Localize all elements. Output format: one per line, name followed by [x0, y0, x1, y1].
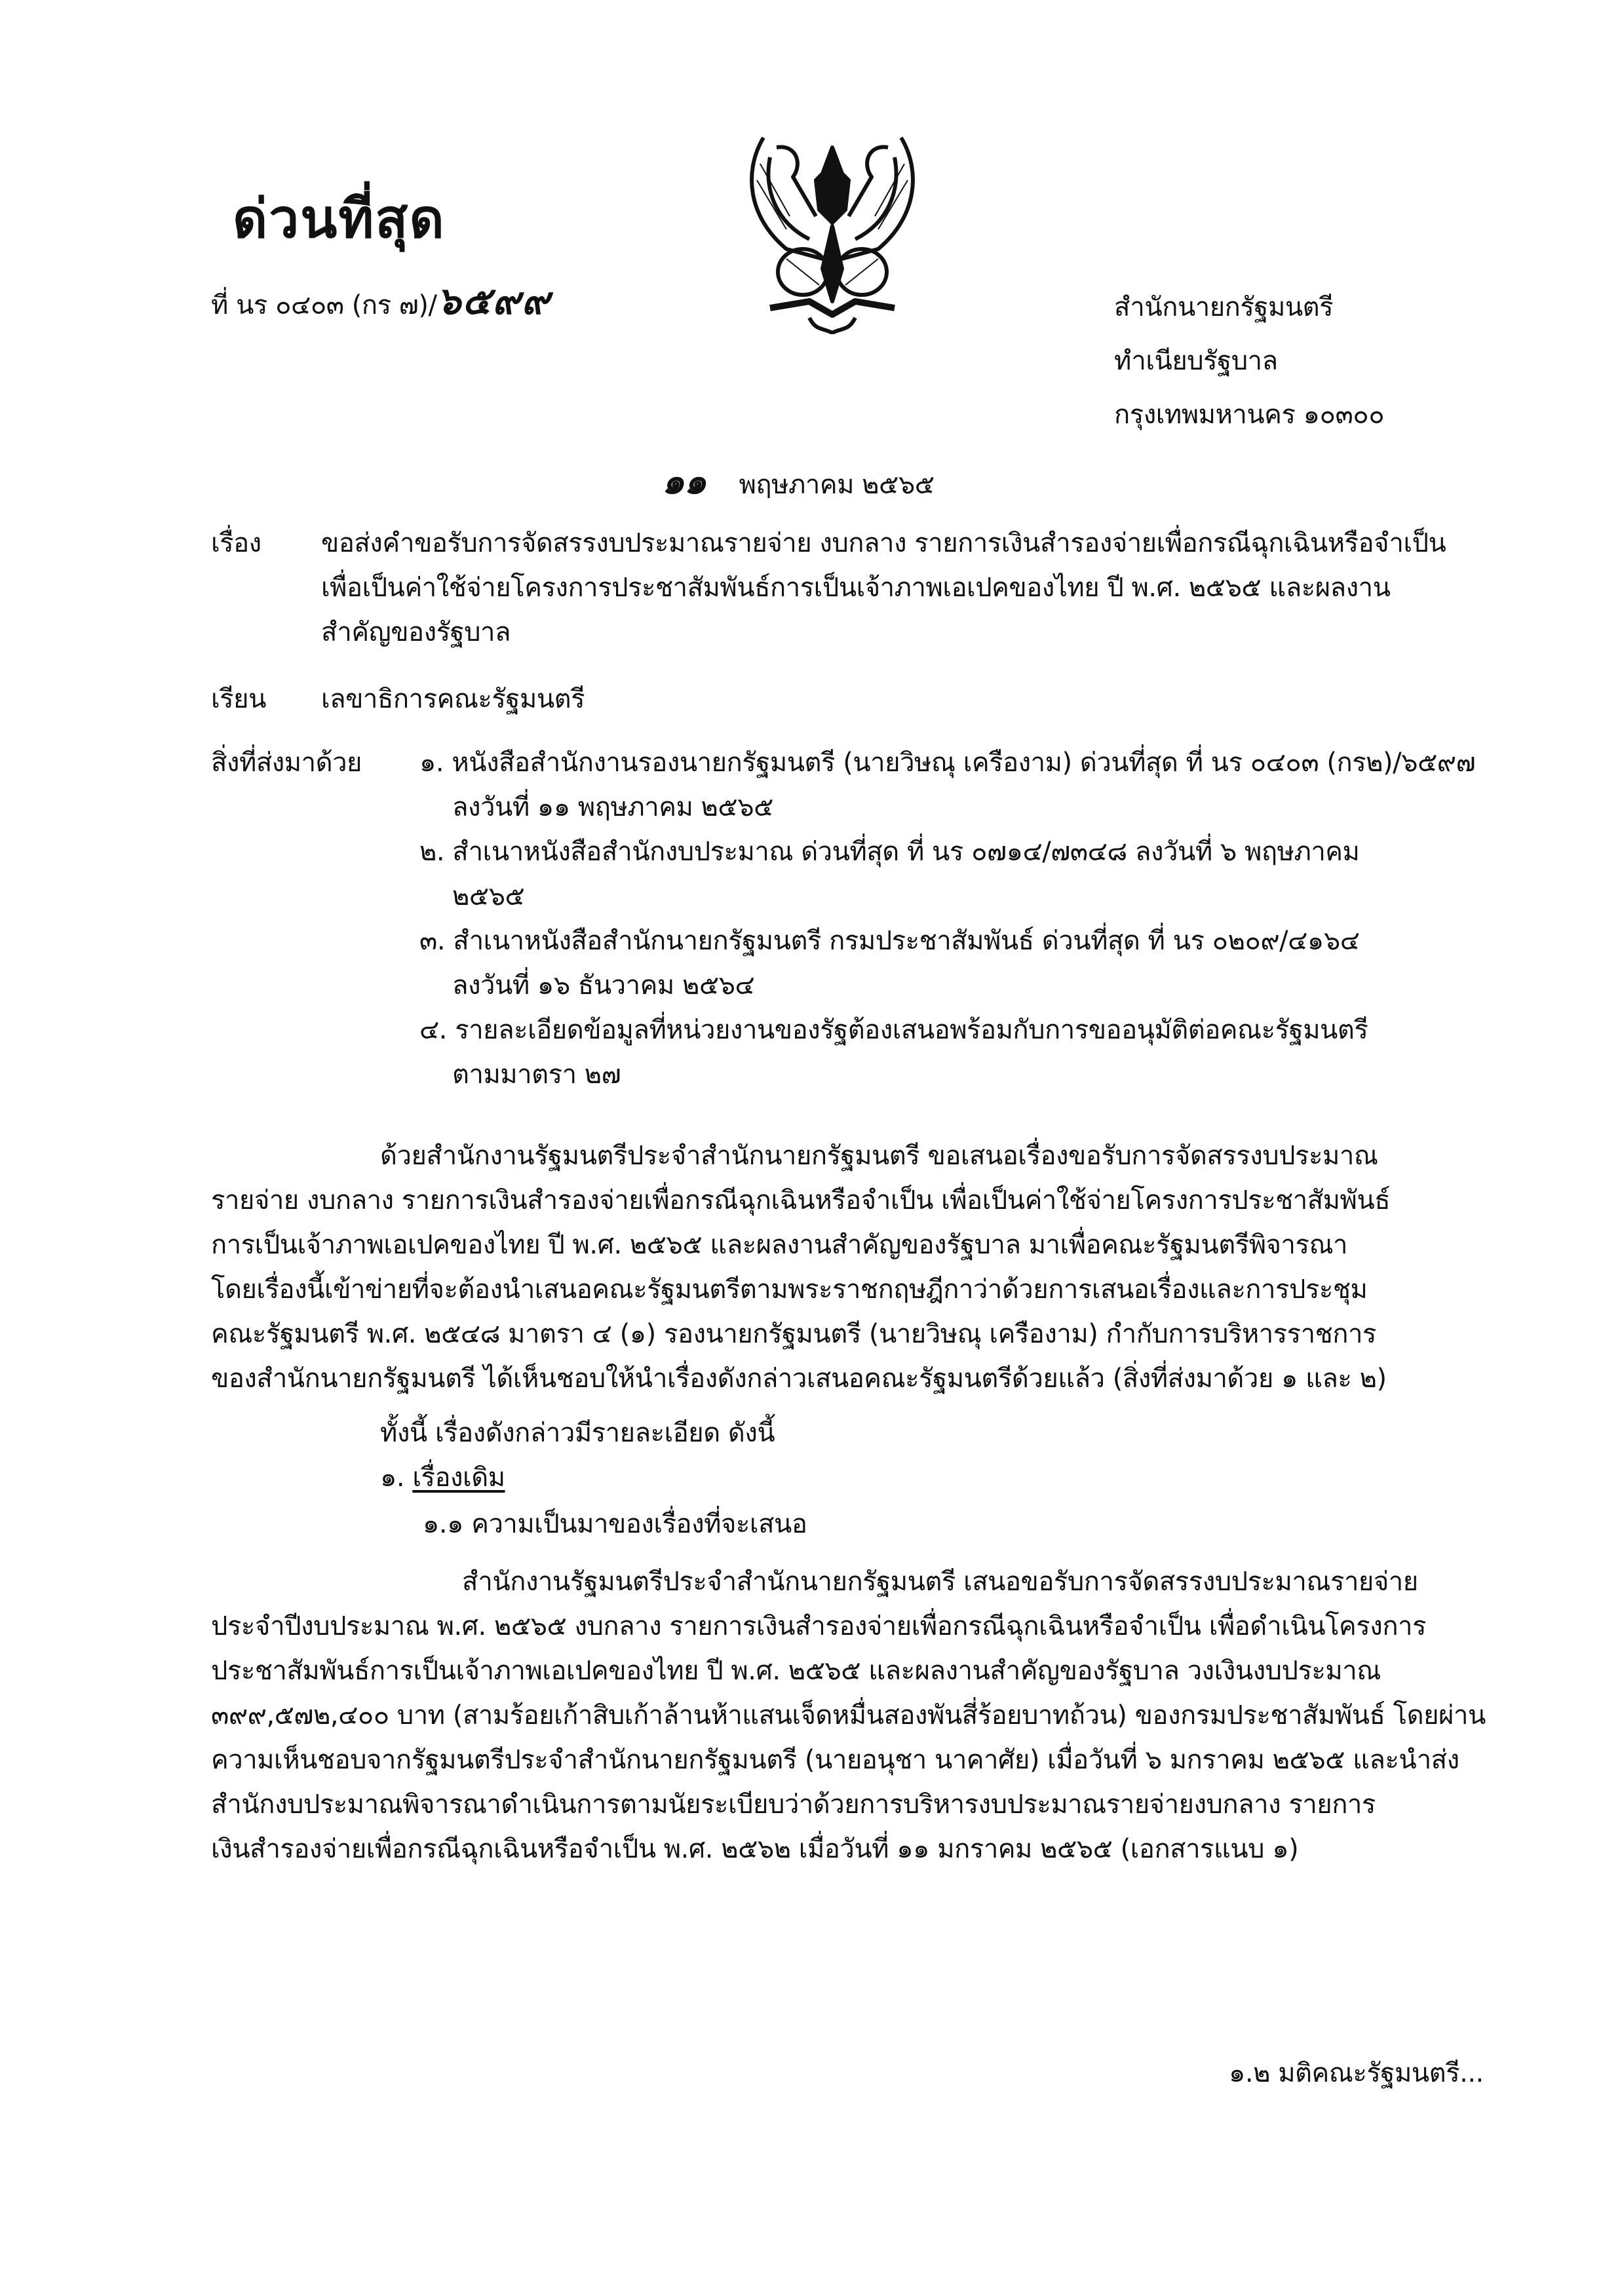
subsection-1-1-line-5: ความเห็นชอบจากรัฐมนตรีประจำสำนักนายกรัฐมนตรี (นายอนุชา นาคาศัย) เมื่อวันที่ ๖ มกราคม ๒๕๖๕ และนำส่ง — [211, 1745, 1459, 1775]
enclosure-item-2: ๒. สำเนาหนังสือสำนักงบประมาณ ด่วนที่สุด ที่ นร ๐๗๑๔/๗๓๔๘ ลงวันที่ ๖ พฤษภาคม — [419, 837, 1360, 867]
document-number-prefix: ที่ นร ๐๔๐๓ (กร ๗)/ — [211, 290, 437, 320]
section-1-number: ๑. — [380, 1463, 405, 1493]
body-intro-line-6: ของสำนักนายกรัฐมนตรี ได้เห็นชอบให้นำเรื่องดังกล่าวเสนอคณะรัฐมนตรีด้วยแล้ว (สิ่งที่ส่งมาด้วย ๑ และ ๒) — [211, 1364, 1387, 1394]
details-intro: ทั้งนี้ เรื่องดังกล่าวมีรายละเอียด ดังนี้ — [380, 1418, 775, 1448]
body-intro-line-5: คณะรัฐมนตรี พ.ศ. ๒๕๔๘ มาตรา ๔ (๑) รองนายกรัฐมนตรี (นายวิษณุ เครืองาม) กำกับการบริหารราชการ — [211, 1319, 1376, 1349]
subject-line-3: สำคัญของรัฐบาล — [321, 617, 511, 647]
date-month-year: พฤษภาคม ๒๕๖๕ — [739, 470, 935, 500]
recipient-label: เรียน — [211, 684, 266, 714]
sender-address-line-1: สำนักนายกรัฐมนตรี — [1114, 292, 1334, 322]
body-intro-line-1: ด้วยสำนักงานรัฐมนตรีประจำสำนักนายกรัฐมนตรี ขอเสนอเรื่องขอรับการจัดสรรงบประมาณ — [380, 1141, 1378, 1171]
enclosure-item-3: ๓. สำเนาหนังสือสำนักนายกรัฐมนตรี กรมประชาสัมพันธ์ ด่วนที่สุด ที่ นร ๐๒๐๙/๔๑๖๔ — [419, 926, 1360, 956]
body-intro-line-2: รายจ่าย งบกลาง รายการเงินสำรองจ่ายเพื่อกรณีฉุกเฉินหรือจำเป็น เพื่อเป็นค่าใช้จ่ายโครงการประชาสัมพันธ์ — [211, 1185, 1391, 1215]
body-intro-line-3: การเป็นเจ้าภาพเอเปคของไทย ปี พ.ศ. ๒๕๖๕ และผลงานสำคัญของรัฐบาล มาเพื่อคณะรัฐมนตรีพิจารณา — [211, 1230, 1348, 1260]
subject-line-2: เพื่อเป็นค่าใช้จ่ายโครงการประชาสัมพันธ์การเป็นเจ้าภาพเอเปคของไทย ปี พ.ศ. ๒๕๖๕ และผลงาน — [321, 573, 1391, 603]
enclosure-item-1-cont: ลงวันที่ ๑๑ พฤษภาคม ๒๕๖๕ — [452, 792, 773, 822]
enclosure-item-4-cont: ตามมาตรา ๒๗ — [452, 1060, 621, 1090]
continued-next-page: ๑.๒ มติคณะรัฐมนตรี... — [1229, 2058, 1484, 2088]
subsection-1-1-line-3: ประชาสัมพันธ์การเป็นเจ้าภาพเอเปคของไทย ปี พ.ศ. ๒๕๖๕ และผลงานสำคัญของรัฐบาล วงเงินงบประมาณ — [211, 1656, 1381, 1686]
enclosures-label: สิ่งที่ส่งมาด้วย — [211, 748, 362, 778]
document-date — [662, 462, 935, 504]
sender-address-line-2: ทำเนียบรัฐบาล — [1114, 346, 1278, 376]
urgency-heading: ด่วนที่สุด — [233, 188, 446, 250]
body-intro-line-4: โดยเรื่องนี้เข้าข่ายที่จะต้องนำเสนอคณะรัฐมนตรีตามพระราชกฤษฎีกาว่าด้วยการเสนอเรื่องและการประชุม — [211, 1274, 1368, 1305]
section-1-heading — [380, 1459, 505, 1497]
subsection-1-1-line-2: ประจำปีงบประมาณ พ.ศ. ๒๕๖๕ งบกลาง รายการเงินสำรองจ่ายเพื่อกรณีฉุกเฉินหรือจำเป็น เพื่อดำเนินโครงการ — [211, 1611, 1426, 1641]
garuda-emblem-icon — [724, 118, 940, 334]
enclosure-item-4: ๔. รายละเอียดข้อมูลที่หน่วยงานของรัฐต้องเสนอพร้อมกับการขออนุมัติต่อคณะรัฐมนตรี — [419, 1015, 1368, 1045]
enclosure-item-2-cont: ๒๕๖๕ — [452, 881, 525, 911]
subsection-1-1-line-4: ๓๙๙,๕๗๒,๔๐๐ บาท (สามร้อยเก้าสิบเก้าล้านห้าแสนเจ็ดหมื่นสองพันสี่ร้อยบาทถ้วน) ของกรมประชาสัมพันธ์ โดยผ่าน — [211, 1700, 1486, 1731]
document-number — [211, 278, 551, 324]
enclosure-item-1: ๑. หนังสือสำนักงานรองนายกรัฐมนตรี (นายวิษณุ เครืองาม) ด่วนที่สุด ที่ นร ๐๔๐๓ (กร๒)/๖๕๙๗ — [419, 748, 1476, 778]
subsection-1-1-line-1: สำนักงานรัฐมนตรีประจำสำนักนายกรัฐมนตรี เสนอขอรับการจัดสรรงบประมาณรายจ่าย — [462, 1567, 1418, 1597]
subsection-1-1-line-7: เงินสำรองจ่ายเพื่อกรณีฉุกเฉินหรือจำเป็น พ.ศ. ๒๕๖๒ เมื่อวันที่ ๑๑ มกราคม ๒๕๖๕ (เอกสารแนบ ๑) — [211, 1834, 1299, 1864]
recipient-value: เลขาธิการคณะรัฐมนตรี — [321, 684, 585, 714]
enclosure-item-3-cont: ลงวันที่ ๑๖ ธันวาคม ๒๕๖๔ — [452, 970, 755, 1001]
date-day-handwritten: ๑๑ — [662, 460, 706, 502]
subsection-1-1-title: ๑.๑ ความเป็นมาของเรื่องที่จะเสนอ — [423, 1509, 807, 1539]
section-1-title: เรื่องเดิม — [412, 1463, 505, 1493]
document-number-handwritten: ๖๕๙๙ — [436, 278, 551, 323]
subject-line-1: ขอส่งคำขอรับการจัดสรรงบประมาณรายจ่าย งบกลาง รายการเงินสำรองจ่ายเพื่อกรณีฉุกเฉินหรือจำเป็น — [321, 528, 1446, 558]
sender-address-line-3: กรุงเทพมหานคร ๑๐๓๐๐ — [1114, 400, 1385, 430]
subsection-1-1-line-6: สำนักงบประมาณพิจารณาดำเนินการตามนัยระเบียบว่าด้วยการบริหารงบประมาณรายจ่ายงบกลาง รายการ — [211, 1789, 1376, 1820]
subject-label: เรื่อง — [211, 528, 261, 558]
